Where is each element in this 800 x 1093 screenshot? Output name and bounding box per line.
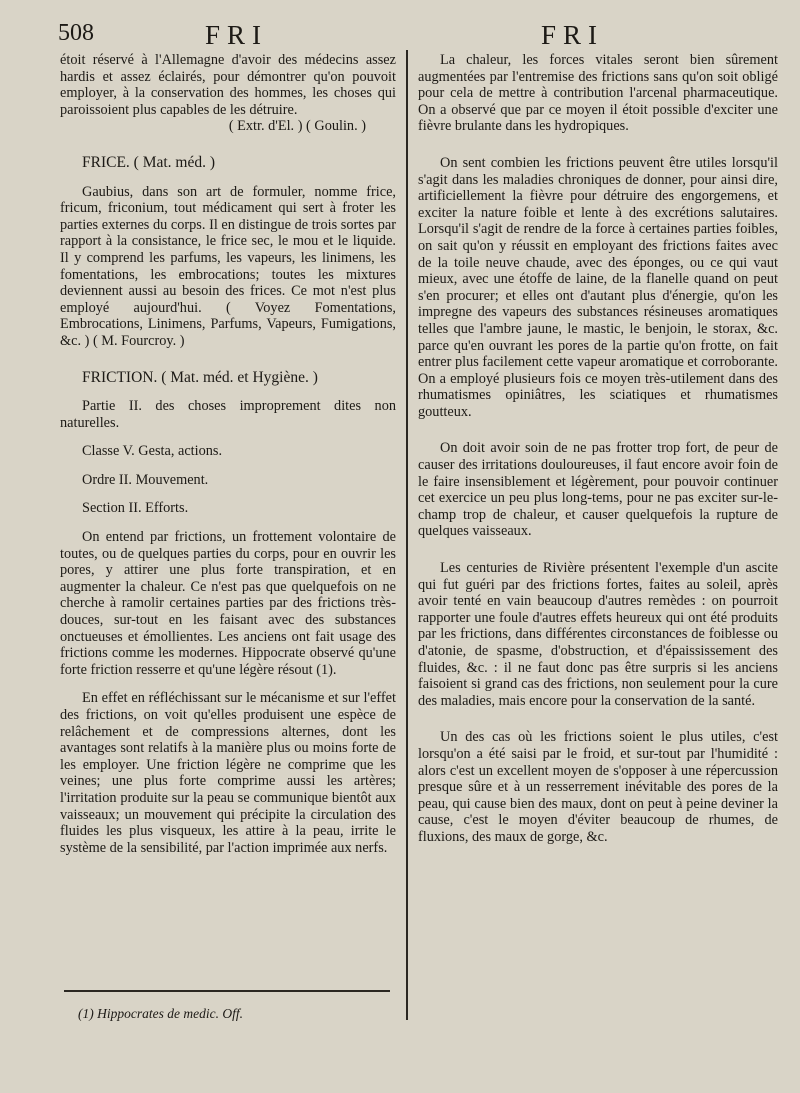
body-paragraph: Les centuries de Rivière présentent l'exemple d'un ascite qui fut guéri par des frictions fortes, faites au soleil, après avoir tenté en vain beaucoup d'autres remèdes : on pourroit rapporter une foule d'autres effets heureux qui ont été produits par les frictions, dans différentes circonstances de foiblesse ou d'atonie, de spasme, d'obstruction, et d'épaississement des fluides, &c. : il ne faut donc pas être surpris si les anciens faisoient si grand cas des frictions, non seulement pour la cure des maladies, mais encore pour la conservation de la santé. — [418, 560, 778, 709]
body-paragraph: On entend par frictions, un frottement volontaire de toutes, ou de quelques parties du corps, pour en ouvrir les pores, y attirer une plus forte transpiration, et en augmenter la chaleur. Ce n'est pas que quelquefois on ne cherche à ramolir certaines parties par des frictions très-douces, sur-tout en les faisant avec des substances onctueuses et émollientes. Les anciens ont fait usage des frictions comme les modernes. Hippocrate observé qu'une forte friction resserre et qu'une légère résout (1). — [60, 529, 396, 678]
continuation-paragraph: étoit réservé à l'Allemagne d'avoir des médecins assez hardis et assez éclairés, pour démontrer qu'on pouvoit employer, à la conservation des hommes, les choses qui paroissoient plus capables de les détruire. — [60, 52, 396, 118]
right-column — [418, 52, 778, 846]
article-title-frice: FRICE. ( Mat. méd. ) — [82, 153, 216, 171]
article-title-friction: FRICTION. ( Mat. méd. et Hygiène. ) — [82, 368, 318, 386]
body-paragraph: En effet en réfléchissant sur le mécanisme et sur l'effet des frictions, on voit qu'elles produisent une espèce de relâchement et de compressions alternes, dont les avantages sont relatifs à la manière plus ou moins forte de les employer. Une friction légère ne comprime que les veines; une plus forte comprime aussi les artères; l'irritation produite sur la peau se communique bientôt aux vaisseaux; un mouvement qui précipite la circulation des fluides les plus visqueux, les attire à la peau, irrite le système de la sensibilité, par l'action imprimée aux nerfs. — [60, 690, 396, 856]
right-running-head: FRI — [541, 20, 605, 50]
frice-paragraph: Gaubius, dans son art de formuler, nomme frice, fricum, friconium, tout médicament qui sert à froter les parties externes du corps. Il en distingue de trois sortes par rapport à la consistance, le frice sec, le mou et le liquide. Il y comprend les parfums, les vapeurs, les linimens, les fomentations, les embrocations; toutes les mixtures deviennent aussi au besoin des frices. Ce mot n'est plus employé aujourd'hui. ( Voyez Fomentations, Embrocations, Linimens, Parfums, Vapeurs, Fumigations, &c. ) ( M. Fourcroy. ) — [60, 183, 396, 349]
page-number: 508 — [58, 20, 94, 46]
body-paragraph: On doit avoir soin de ne pas frotter trop fort, de peur de causer des irritations douloureuses, il faut encore avoir foin de le faire insensiblement et légèrement, pour pouvoir continuer cet exercice un peu plus long-tems, pour ne pas exciter sur-le-champ trop de chaleur, et causer quelquefois la rupture de quelques vaisseaux. — [418, 440, 778, 540]
classification-section: Section II. Efforts. — [82, 500, 189, 517]
attribution: ( Extr. d'El. ) ( Goulin. ) — [228, 118, 366, 135]
running-header — [0, 20, 800, 54]
body-paragraph: On sent combien les frictions peuvent être utiles lorsqu'il s'agit dans les maladies chroniques de donner, pour ainsi dire, artificiellement la fièvre pour détruire des engorgemens, et exciter la nature foible et lente à des excrétions salutaires. Lorsqu'il s'agit de rendre de la force à certaines parties foibles, on sait qu'on y réussit en employant des frictions faites avec de la toile neuve chaude, avec des éponges, ou ce qui vaut mieux, avec une étoffe de laine, de la flanelle quand on peut s'en procurer; et elles ont d'autant plus d'énergie, qu'on les impregne des vapeurs des substances résineuses aromatiques telles que l'ambre jaune, le mastic, le benjoin, le storax, &c. parce qu'en ouvrant les pores de la partie qu'on frotte, on fait entrer plus facilement cette vapeur aromatique et corroborante. On a employé plusieurs fois ce moyen très-utilement dans des rhumatismes opiniâtres, les sciatiques et rhumatismes goutteux. — [418, 154, 778, 420]
classification-classe: Classe V. Gesta, actions. — [82, 443, 223, 460]
column-divider — [406, 50, 408, 1020]
footnote: (1) Hippocrates de medic. Off. — [78, 1006, 243, 1021]
left-column — [60, 52, 396, 856]
left-running-head: FRI — [205, 20, 269, 50]
classification-ordre: Ordre II. Mouvement. — [82, 471, 209, 488]
body-paragraph: La chaleur, les forces vitales seront bien sûrement augmentées par l'entremise des frictions sans qu'on soit obligé pour cela de mettre à contribution l'arcenal pharmaceutique. On a observé que par ce moyen il étoit possible d'exciter une fièvre brulante dans les hydropiques. — [418, 52, 778, 135]
body-paragraph: Un des cas où les frictions soient le plus utiles, c'est lorsqu'on a été saisi par le froid, et sur-tout par l'humidité : alors c'est un excellent moyen de s'opposer à une répercussion presque sûre et à un resserrement inévitable des pores de la peau, qui cause bien des maux, dont on peut à peine deviner la cause, c'est le moyen d'éviter beaucoup de rhumes, de fluxions, des maux de gorge, &c. — [418, 729, 778, 845]
footnote-rule — [64, 990, 390, 992]
classification-partie: Partie II. des choses improprement dites non naturelles. — [60, 398, 396, 431]
